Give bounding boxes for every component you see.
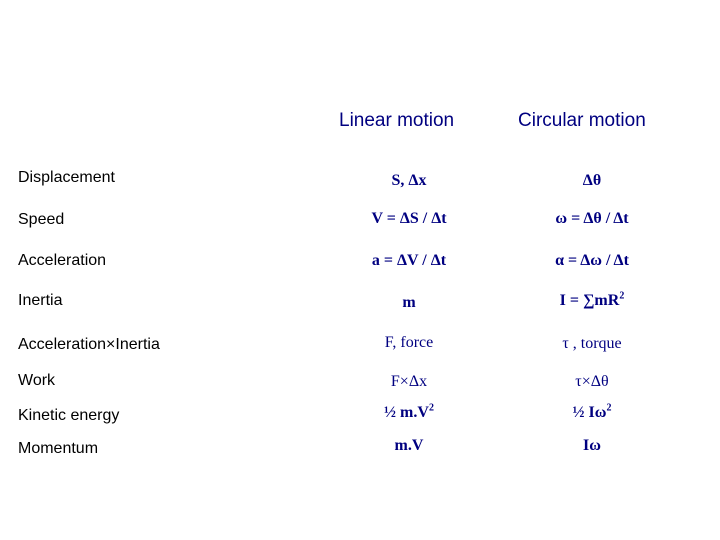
- linear-acceleration: a = ΔV / Δt: [371, 252, 447, 269]
- row-label-momentum: Momentum: [18, 440, 99, 457]
- circular-displacement: Δθ: [582, 172, 602, 189]
- circular-kinetic-energy-exponent: 2: [606, 402, 612, 414]
- linear-displacement: S, Δx: [391, 172, 427, 189]
- header-linear-motion: Linear motion: [339, 110, 455, 131]
- circular-kinetic-energy-base: ½ Iω: [572, 404, 607, 421]
- circular-inertia-base: I = ∑mR: [559, 292, 620, 309]
- row-label-displacement: Displacement: [18, 169, 115, 186]
- row-label-kinetic-energy: Kinetic energy: [18, 407, 120, 424]
- circular-speed: ω = Δθ / Δt: [555, 210, 629, 227]
- linear-momentum: m.V: [394, 437, 424, 454]
- circular-torque: τ , torque: [562, 335, 622, 352]
- row-label-acceleration-inertia: Acceleration×Inertia: [18, 336, 160, 353]
- circular-work: τ×Δθ: [575, 373, 609, 390]
- row-label-work: Work: [18, 372, 56, 389]
- linear-inertia: m: [402, 294, 416, 311]
- circular-acceleration: α = Δω / Δt: [555, 252, 629, 269]
- row-label-speed: Speed: [18, 211, 65, 228]
- linear-kinetic-energy: [384, 404, 434, 422]
- circular-inertia-exponent: 2: [619, 290, 625, 302]
- row-label-inertia: Inertia: [18, 292, 63, 309]
- header-circular-motion: Circular motion: [518, 110, 646, 131]
- linear-kinetic-energy-base: ½ m.V: [384, 404, 429, 421]
- linear-speed: V = ΔS / Δt: [371, 210, 447, 227]
- linear-force: F, force: [384, 334, 434, 351]
- row-label-acceleration: Acceleration: [18, 252, 107, 269]
- circular-momentum: Iω: [583, 437, 601, 454]
- circular-kinetic-energy: [573, 404, 612, 422]
- circular-inertia: [560, 292, 625, 310]
- linear-kinetic-energy-exponent: 2: [428, 402, 434, 414]
- linear-work: F×Δx: [390, 373, 428, 390]
